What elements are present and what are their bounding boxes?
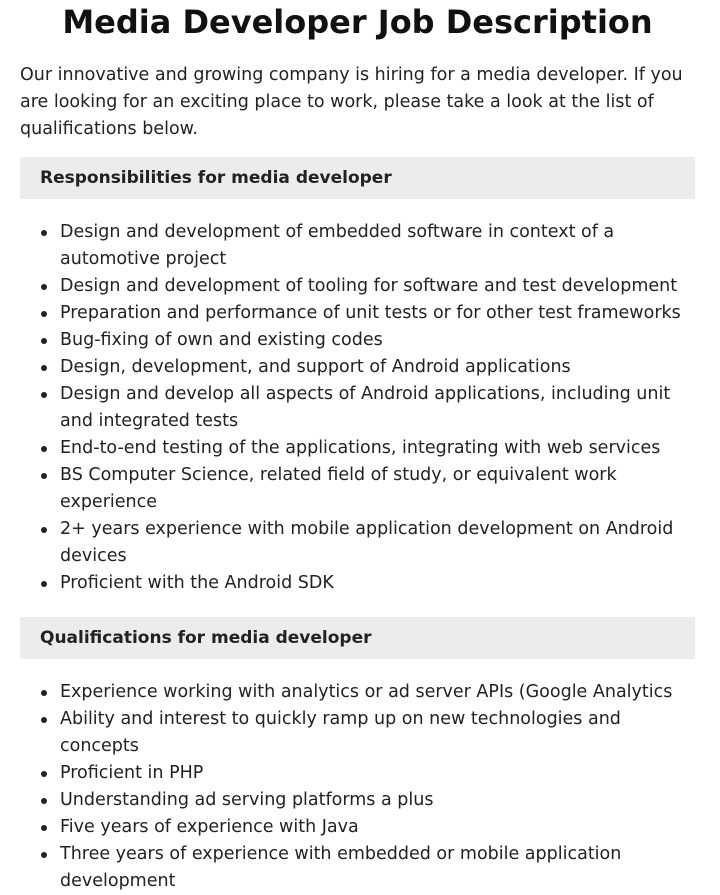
bullet-icon [41, 311, 47, 317]
bullet-icon [41, 230, 47, 236]
list-item-text: Design and develop all aspects of Android applications, including unit and integrated tests [60, 384, 671, 431]
responsibilities-list [20, 219, 695, 597]
list-item-text: Design, development, and support of Android applications [60, 357, 571, 377]
bullet-icon [41, 392, 47, 398]
bullet-icon [41, 284, 47, 290]
bullet-icon [41, 446, 47, 452]
list-item [60, 435, 695, 462]
intro-paragraph: Our innovative and growing company is hiring for a media developer. If you are looking for an exciting place to work, please take a look at the list of qualifications below. [20, 65, 683, 139]
list-item [60, 570, 695, 597]
list-item-text: Ability and interest to quickly ramp up on new technologies and concepts [60, 709, 621, 756]
list-item-text: Proficient with the Android SDK [60, 573, 334, 593]
bullet-icon [41, 690, 47, 696]
bullet-icon [41, 717, 47, 723]
list-item-text: Five years of experience with Java [60, 817, 359, 837]
list-item-text: Preparation and performance of unit tests or for other test frameworks [60, 303, 681, 323]
list-item-text: 2+ years experience with mobile application development on Android devices [60, 519, 674, 566]
bullet-icon [41, 527, 47, 533]
list-item [60, 327, 695, 354]
bullet-icon [41, 365, 47, 371]
list-item [60, 787, 695, 814]
list-item [60, 300, 695, 327]
list-item-text: End-to-end testing of the applications, integrating with web services [60, 438, 661, 458]
list-item [60, 273, 695, 300]
list-item-text: Design and development of embedded software in context of a automotive project [60, 222, 615, 269]
list-item-text: Experience working with analytics or ad server APIs (Google Analytics [60, 682, 673, 702]
list-item [60, 462, 695, 516]
responsibilities-heading: Responsibilities for media developer [20, 157, 695, 199]
list-item [60, 516, 695, 570]
list-item-text: Proficient in PHP [60, 763, 204, 783]
bullet-icon [41, 473, 47, 479]
bullet-icon [41, 581, 47, 587]
list-item [60, 814, 695, 841]
list-item-text: Understanding ad serving platforms a plus [60, 790, 434, 810]
list-item [60, 706, 695, 760]
bullet-icon [41, 338, 47, 344]
list-item-text: BS Computer Science, related field of study, or equivalent work experience [60, 465, 617, 512]
list-item [60, 381, 695, 435]
list-item [60, 679, 695, 706]
list-item-text: Design and development of tooling for software and test development [60, 276, 678, 296]
bullet-icon [41, 852, 47, 858]
list-item [60, 841, 695, 895]
list-item [60, 219, 695, 273]
page-title: Media Developer Job Description [62, 3, 653, 41]
list-item-text: Three years of experience with embedded or mobile application development [60, 844, 622, 891]
qualifications-list [20, 679, 695, 895]
qualifications-heading: Qualifications for media developer [20, 617, 695, 659]
bullet-icon [41, 825, 47, 831]
list-item [60, 760, 695, 787]
bullet-icon [41, 798, 47, 804]
list-item-text: Bug-fixing of own and existing codes [60, 330, 383, 350]
list-item [60, 354, 695, 381]
bullet-icon [41, 771, 47, 777]
